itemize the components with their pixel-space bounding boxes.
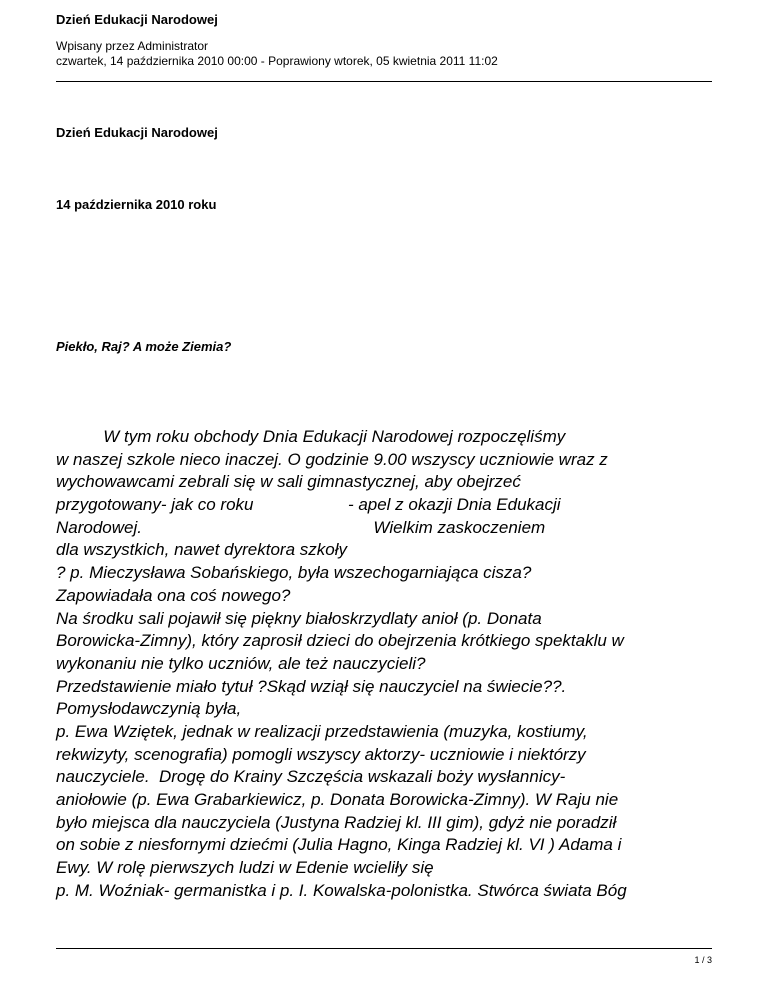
header-divider [56, 81, 712, 82]
body-line: dla wszystkich, nawet dyrektora szkoły [56, 540, 347, 560]
header-author: Wpisany przez Administrator [56, 39, 209, 53]
body-line: W tym roku obchody Dnia Edukacji Narodowej rozpoczęliśmy [56, 427, 566, 446]
body-line: przygotowany- jak co roku - apel z okazji Dnia Edukacji [56, 495, 561, 515]
body-line: Narodowej. Wielkim zaskoczeniem [56, 517, 546, 537]
article-title: Dzień Edukacji Narodowej [56, 125, 218, 140]
header-title: Dzień Edukacji Narodowej [56, 12, 218, 27]
body-line: w naszej szkole nieco inaczej. O godzinie 9.00 wszyscy uczniowie wraz z [56, 449, 608, 469]
body-line: Pomysłodawczynią była, [56, 699, 246, 719]
body-line: aniołowie (p. Ewa Grabarkiewicz, p. Donata Borowicka-Zimny). W Raju nie [56, 790, 619, 809]
body-line: on sobie z niesfornymi dziećmi (Julia Hagno, Kinga Radziej kl. VI ) Adama i [56, 835, 622, 855]
body-line: było miejsca dla nauczyciela (Justyna Radziej kl. III gim), gdyż nie poradził [56, 812, 617, 832]
body-line: Na środku sali pojawił się piękny białoskrzydlaty anioł (p. Donata [56, 608, 542, 628]
body-line: wykonaniu nie tylko uczniów, ale też nauczycieli? [56, 653, 426, 673]
body-line: Borowicka-Zimny), który zaprosił dzieci do obejrzenia krótkiego spektaklu w [56, 631, 624, 651]
header-dates: czwartek, 14 października 2010 00:00 - Poprawiony wtorek, 05 kwietnia 2011 11:02 [56, 54, 498, 68]
body-line: ? p. Mieczysława Sobańskiego, była wszechogarniająca cisza? [56, 563, 537, 583]
page-header [56, 12, 712, 69]
article-body [56, 426, 716, 902]
page-number: 1 / 3 [694, 955, 712, 965]
article-date: 14 października 2010 roku [56, 197, 217, 212]
body-line: p. M. Woźniak- germanistka i p. I. Kowalska-polonistka. Stwórca świata Bóg [56, 880, 627, 900]
body-line: nauczyciele. Drogę do Krainy Szczęścia wskazali boży wysłannicy- [56, 767, 566, 787]
body-line: Przedstawienie miało tytuł ?Skąd wziął się nauczyciel na świecie??. [56, 676, 567, 696]
body-line: Ewy. W rolę pierwszych ludzi w Edenie wcieliły się [56, 858, 439, 878]
body-line: p. Ewa Wziętek, jednak w realizacji przedstawienia (muzyka, kostiumy, [56, 721, 588, 741]
body-line: rekwizyty, scenografia) pomogli wszyscy aktorzy- uczniowie i niektórzy [56, 744, 586, 764]
body-line: wychowawcami zebrali się w sali gimnastycznej, aby obejrzeć [56, 472, 521, 492]
footer-divider [56, 948, 712, 949]
article-subtitle: Piekło, Raj? A może Ziemia? [56, 339, 232, 354]
body-line: Zapowiadała ona coś nowego? [56, 585, 291, 605]
